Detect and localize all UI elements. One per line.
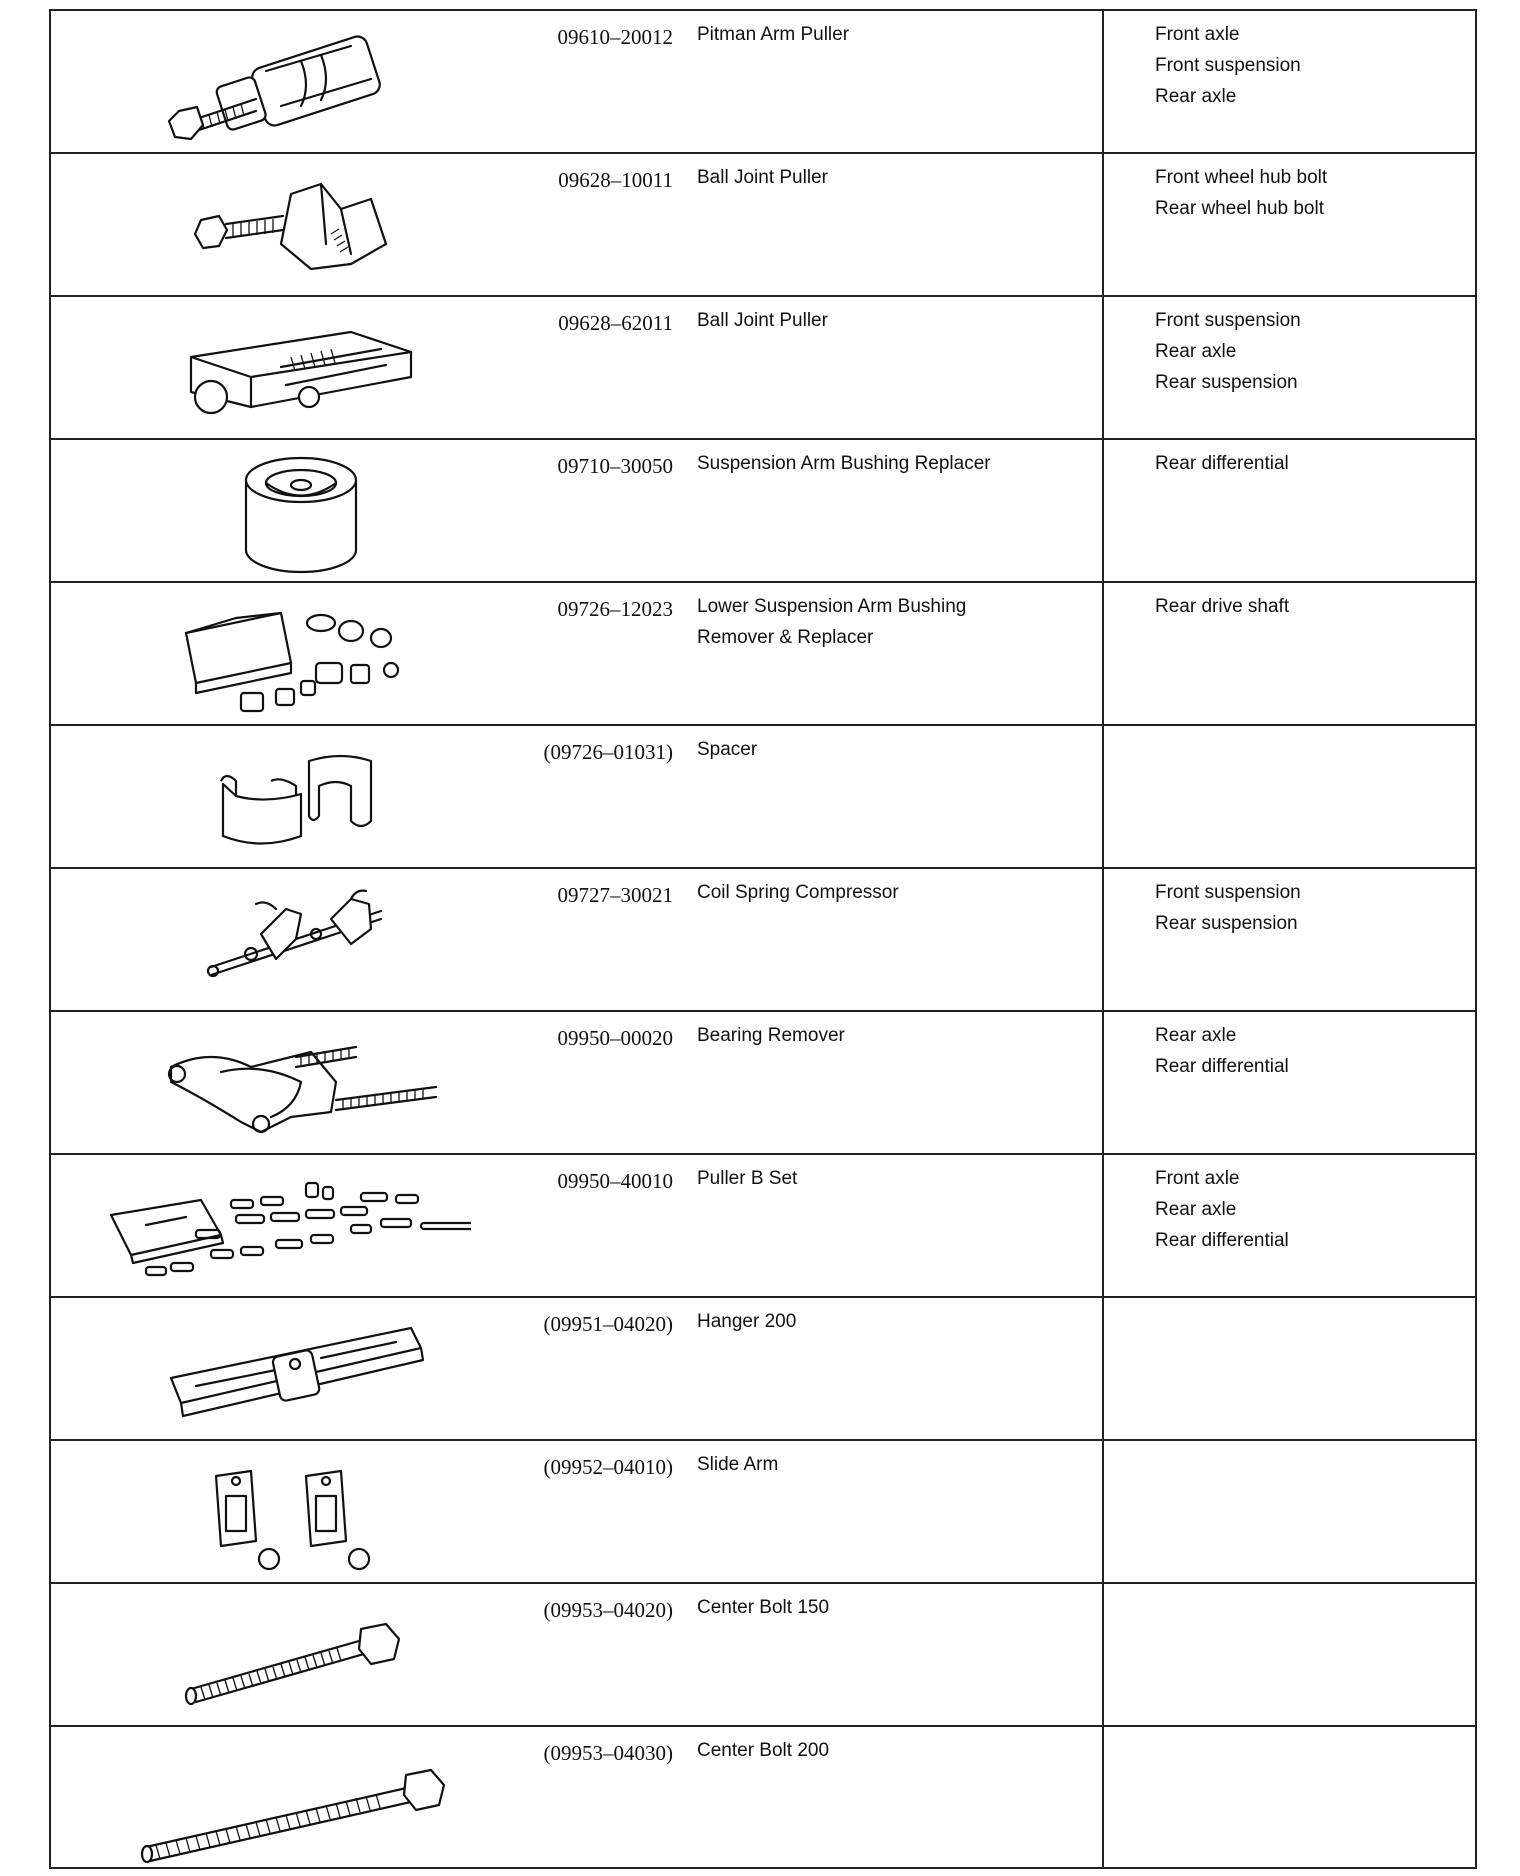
tool-name: Ball Joint Puller bbox=[697, 167, 828, 188]
coil-spring-compressor-icon bbox=[51, 869, 471, 1010]
tool-usage: Front wheel hub bolt Rear wheel hub bolt bbox=[1155, 167, 1328, 219]
table-row bbox=[51, 1298, 1475, 1441]
part-number: (09953–04030) bbox=[543, 1741, 673, 1765]
tool-usage: Front suspension Rear suspension bbox=[1155, 882, 1301, 934]
table-row bbox=[51, 1584, 1475, 1727]
table-row bbox=[51, 1155, 1475, 1298]
part-number: 09950–40010 bbox=[557, 1169, 673, 1193]
tool-name: Slide Arm bbox=[697, 1454, 779, 1475]
part-number: 09710–30050 bbox=[557, 454, 673, 478]
part-number: 09628–62011 bbox=[558, 311, 673, 335]
table-row bbox=[51, 726, 1475, 869]
tool-name: Ball Joint Puller bbox=[697, 310, 828, 331]
table-row bbox=[51, 297, 1475, 440]
special-tools-table bbox=[49, 9, 1477, 1869]
table-row bbox=[51, 1441, 1475, 1584]
part-number: 09726–12023 bbox=[557, 597, 673, 621]
bearing-remover-icon bbox=[51, 1012, 471, 1153]
tool-usage: Rear drive shaft bbox=[1155, 596, 1290, 617]
tool-name: Center Bolt 150 bbox=[697, 1597, 830, 1618]
table-row bbox=[51, 1012, 1475, 1155]
ball-joint-puller-2-icon bbox=[51, 297, 471, 438]
part-number: 09727–30021 bbox=[557, 883, 673, 907]
center-bolt-200-icon bbox=[51, 1727, 471, 1870]
part-number: 09610–20012 bbox=[557, 25, 673, 49]
part-number: (09726–01031) bbox=[543, 740, 673, 764]
table-row bbox=[51, 154, 1475, 297]
tool-usage: Rear axle Rear differential bbox=[1155, 1025, 1289, 1077]
table-row bbox=[51, 869, 1475, 1012]
ball-joint-puller-icon bbox=[51, 154, 471, 295]
center-bolt-150-icon bbox=[51, 1584, 471, 1725]
part-number: (09951–04020) bbox=[543, 1312, 673, 1336]
bushing-remover-set-icon bbox=[51, 583, 471, 724]
bushing-replacer-icon bbox=[51, 440, 471, 581]
tool-name: Lower Suspension Arm Bushing Remover & Replacer bbox=[697, 596, 967, 648]
tool-name: Pitman Arm Puller bbox=[697, 24, 850, 45]
slide-arm-icon bbox=[51, 1441, 471, 1582]
tool-usage: Front axle Front suspension Rear axle bbox=[1155, 24, 1301, 107]
table-row bbox=[51, 440, 1475, 583]
part-number: 09628–10011 bbox=[558, 168, 673, 192]
table-row bbox=[51, 583, 1475, 726]
part-number: (09952–04010) bbox=[543, 1455, 673, 1479]
part-number: 09950–00020 bbox=[557, 1026, 673, 1050]
tool-name: Bearing Remover bbox=[697, 1025, 845, 1046]
tool-usage: Rear differential bbox=[1155, 453, 1289, 474]
spacer-icon bbox=[51, 726, 471, 867]
tool-name: Puller B Set bbox=[697, 1168, 798, 1189]
tool-name: Spacer bbox=[697, 739, 758, 760]
puller-b-set-icon bbox=[51, 1155, 471, 1296]
pitman-arm-puller-icon bbox=[51, 11, 471, 152]
part-number: (09953–04020) bbox=[543, 1598, 673, 1622]
table-row bbox=[51, 1727, 1475, 1870]
table-row bbox=[51, 11, 1475, 154]
tool-usage: Front suspension Rear axle Rear suspension bbox=[1155, 310, 1301, 393]
tool-name: Center Bolt 200 bbox=[697, 1740, 830, 1761]
tool-name: Hanger 200 bbox=[697, 1311, 797, 1332]
tool-name: Suspension Arm Bushing Replacer bbox=[697, 453, 991, 474]
tool-name: Coil Spring Compressor bbox=[697, 882, 899, 903]
tool-usage: Front axle Rear axle Rear differential bbox=[1155, 1168, 1289, 1251]
hanger-icon bbox=[51, 1298, 471, 1439]
